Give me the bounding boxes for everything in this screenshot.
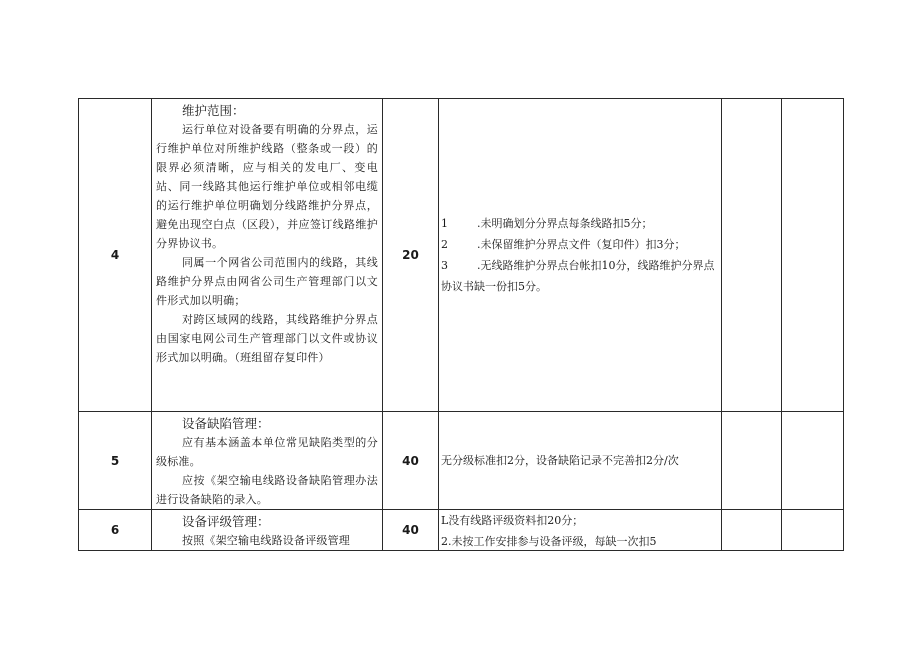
item-number: 6 — [79, 510, 152, 551]
requirement-paragraph: 运行单位对设备要有明确的分界点，运行维护单位对所维护线路（整条或一段）的限界必须清晰，应与相关的发电厂、变电站、同一线路其他运行维护单位或相邻电缆的运行维护单位明确划分线路维护分界点，避免出现空白点（区段），并应签订线路维护分界协议书。 — [156, 123, 378, 250]
rule-text: L没有线路评级资料扣20分； — [441, 514, 584, 527]
item-number: 5 — [79, 412, 152, 510]
item-number: 4 — [79, 99, 152, 412]
rule-number: 2 — [441, 238, 448, 251]
requirement-cell — [152, 510, 383, 551]
inspection-table — [78, 98, 844, 551]
requirement-paragraph: 同属一个网省公司范围内的线路，其线路维护分界点由网省公司生产管理部门以文件形式加以明确； — [156, 256, 378, 307]
table-row — [79, 510, 844, 551]
requirement-title: 设备评级管理： — [182, 514, 270, 529]
empty-cell — [782, 510, 844, 551]
score-cell: 20 — [383, 99, 439, 412]
list-item — [441, 255, 717, 297]
rule-text: .未保留维护分界点文件（复印件）扣3分； — [477, 238, 686, 251]
table-row — [79, 99, 844, 412]
requirement-title: 维护范围： — [182, 103, 245, 118]
score-cell: 40 — [383, 412, 439, 510]
requirement-cell — [152, 99, 383, 412]
requirement-cell — [152, 412, 383, 510]
requirement-paragraph: 应按《架空输电线路设备缺陷管理办法进行设备缺陷的录入。 — [156, 474, 378, 506]
requirement-paragraph: 应有基本涵盖本单位常见缺陷类型的分级标准。 — [156, 436, 378, 468]
requirement-title: 设备缺陷管理： — [182, 416, 270, 431]
deduction-rules-cell — [439, 510, 722, 551]
empty-cell — [722, 510, 782, 551]
deduction-rules-cell — [439, 412, 722, 510]
empty-cell — [782, 99, 844, 412]
rule-number: 3 — [441, 259, 448, 272]
rule-text: 无分级标准扣2分，设备缺陷记录不完善扣2分/次 — [441, 454, 679, 467]
deduction-rules-cell — [439, 99, 722, 412]
empty-cell — [782, 412, 844, 510]
list-item — [441, 234, 717, 255]
rule-text: .未明确划分分界点每条线路扣5分； — [477, 217, 653, 230]
rule-text: 2.未按工作安排参与设备评级，每缺一次扣5 — [441, 535, 657, 548]
requirement-paragraph: 按照《架空输电线路设备评级管理 — [182, 534, 350, 547]
rule-text: .无线路维护分界点台帐扣10分，线路维护分界点协议书缺一份扣5分。 — [441, 259, 715, 293]
table-row — [79, 412, 844, 510]
rule-number: 1 — [441, 217, 448, 230]
requirement-paragraph: 对跨区域网的线路，其线路维护分界点由国家电网公司生产管理部门以文件或协议形式加以明确。（班组留存复印件） — [156, 313, 378, 364]
score-cell: 40 — [383, 510, 439, 551]
empty-cell — [722, 99, 782, 412]
list-item — [441, 213, 717, 234]
empty-cell — [722, 412, 782, 510]
